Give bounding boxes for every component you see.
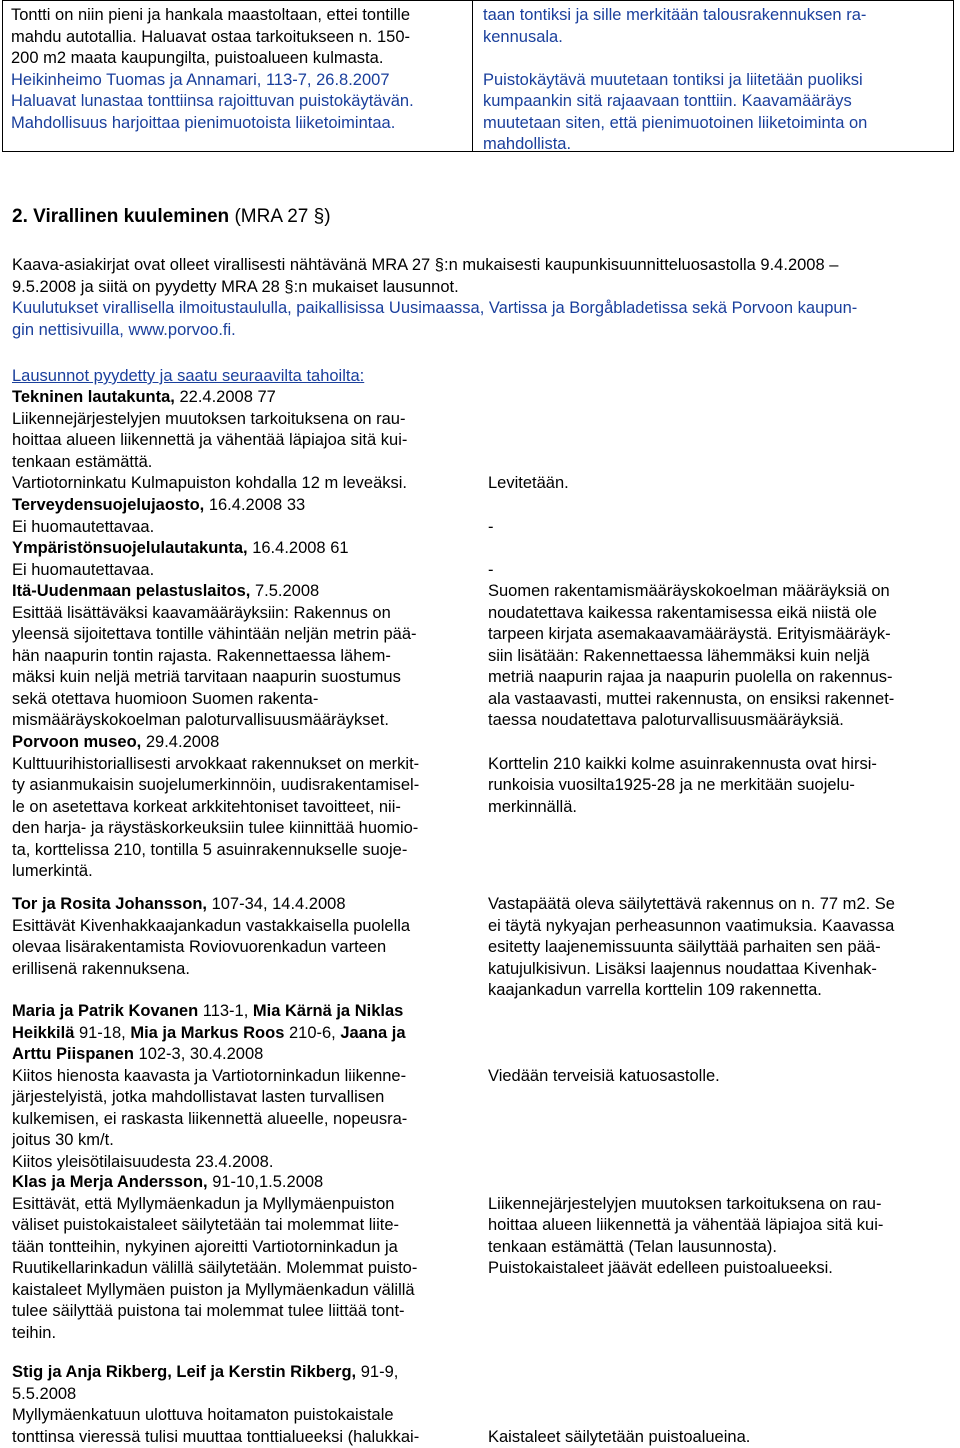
text-line: Viedään terveisiä katuosastolle.: [488, 1066, 958, 1088]
text-line: [488, 1044, 958, 1066]
text-span: ta, korttelissa 210, tontilla 5 asuinrakennukselle suoje-: [12, 841, 407, 859]
text-line: [12, 1301, 488, 1323]
text-line: esitetty laajenemissuunta säilyttää parhaiten sen pää-: [488, 937, 958, 959]
bold-text: Heikkilä: [12, 1024, 74, 1042]
text-line: [12, 1258, 488, 1280]
text-line: runkoisia vuosilta1925-28 ja ne merkitään suojelu-: [488, 775, 958, 797]
text-line: [12, 409, 488, 431]
text-line: [488, 538, 958, 560]
text-line: -: [488, 560, 958, 582]
text-line: [12, 517, 488, 539]
bold-text: Mia Kärnä ja Niklas: [253, 1002, 403, 1020]
text-line: [12, 754, 488, 776]
text-line: muutetaan siten, että pienimuotoinen liiketoiminta on: [483, 113, 945, 135]
text-span: 102-3, 30.4.2008: [134, 1045, 263, 1063]
text-line: [12, 603, 488, 625]
text-span: 91-18,: [74, 1024, 130, 1042]
statement-left: [12, 1001, 488, 1173]
text-span: mismääräyskokoelman paloturvallisuusmääräykset.: [12, 711, 389, 729]
statement-right: [488, 581, 958, 732]
text-line: [12, 646, 488, 668]
text-span: joitus 30 km/t.: [12, 1131, 114, 1149]
text-line: kaajankadun varrella korttelin 109 rakennetta.: [488, 980, 958, 1002]
bold-text: Mia ja Markus Roos: [130, 1024, 284, 1042]
text-line: [12, 1384, 488, 1406]
text-line: Haluavat lunastaa tonttiinsa rajoittuvan puistokäytävän.: [11, 91, 464, 113]
text-line: Heikinheimo Tuomas ja Annamari, 113-7, 26.8.2007: [11, 70, 464, 92]
text-line: siin lisätään: Rakennettaessa lähemmäksi kuin neljä: [488, 646, 958, 668]
text-line: [483, 48, 945, 70]
paragraph: [12, 277, 952, 299]
text-span: le on asetettava korkeat arkkitehtoniset tavoitteet, nii-: [12, 798, 401, 816]
text-span: väliset puistokaistaleet säilytetään tai molemmat liite-: [12, 1216, 399, 1234]
statement-right: [488, 1172, 958, 1344]
text-span: ty asianmukaisin suojelumerkinnöin, uudisrakentamisel-: [12, 776, 419, 794]
text-line: Kaistaleet säilytetään puistoalueina.: [488, 1427, 958, 1448]
statement-row: [12, 1001, 958, 1173]
text-span: 7.5.2008: [250, 582, 319, 600]
text-line: [12, 818, 488, 840]
text-line: [12, 1066, 488, 1088]
statement-right: [488, 1362, 958, 1448]
text-line: metriä naapurin rajaa ja naapurin puolella on rakennus-: [488, 667, 958, 689]
text-span: Ei huomautettavaa.: [12, 518, 154, 536]
text-line: [12, 387, 488, 409]
text-line: [12, 1362, 488, 1384]
text-line: Vastapäätä oleva säilytettävä rakennus on n. 77 m2. Se: [488, 894, 958, 916]
bold-text: Tekninen lautakunta,: [12, 388, 175, 406]
text-line: taan tontiksi ja sille merkitään talousrakennuksen ra-: [483, 5, 945, 27]
text-line: [12, 430, 488, 452]
section-body: [12, 255, 952, 341]
text-span: tonttinsa vieressä tulisi muuttaa tonttialueeksi (halukkai-: [12, 1428, 419, 1446]
text-span: lumerkintä.: [12, 862, 93, 880]
text-line: [12, 1152, 488, 1174]
text-line: ala vastaavasti, muttei rakennusta, on ensiksi rakennet-: [488, 689, 958, 711]
heading-bold: 2. Virallinen kuuleminen: [12, 206, 229, 227]
text-line: [12, 667, 488, 689]
text-span: Ei huomautettavaa.: [12, 561, 154, 579]
text-line: Levitetään.: [488, 473, 958, 495]
text-span: teihin.: [12, 1324, 56, 1342]
text-line: mahdollista.: [483, 134, 945, 156]
text-line: [488, 387, 958, 409]
text-span: 22.4.2008 77: [175, 388, 276, 406]
statement-row: [12, 581, 958, 732]
text-span: Myllymäenkatuun ulottuva hoitamaton puistokaistale: [12, 1406, 394, 1424]
text-line: tenkaan estämättä (Telan lausunnosta).: [488, 1237, 958, 1259]
text-span: kulkemisen, ei raskasta liikennettä alueelle, nopeusra-: [12, 1110, 407, 1128]
text-line: [488, 409, 958, 431]
text-line: [12, 1109, 488, 1131]
text-span: kaistaleet Myllymäen puiston ja Myllymäenkadun välillä: [12, 1281, 415, 1299]
bold-text: Stig ja Anja Rikberg, Leif ja Kerstin Rikberg,: [12, 1363, 356, 1381]
statement-left: [12, 1362, 488, 1448]
text-line: [12, 538, 488, 560]
top-right-cell: [473, 1, 953, 151]
text-span: Liikennejärjestelyjen muutoksen tarkoituksena on rau-: [12, 410, 405, 428]
text-line: kennusala.: [483, 27, 945, 49]
heading-end: ): [324, 206, 330, 227]
text-line: [12, 1323, 488, 1345]
statement-left: [12, 732, 488, 883]
text-line: [12, 1044, 488, 1066]
text-line: [488, 430, 958, 452]
text-line: Liikennejärjestelyjen muutoksen tarkoituksena on rau-: [488, 1194, 958, 1216]
text-line: [12, 1427, 488, 1448]
text-line: [12, 1215, 488, 1237]
text-span: yleensä sijoitettava tontille vähintään neljän metrin pää-: [12, 625, 417, 643]
bold-text: Terveydensuojelujaosto,: [12, 496, 204, 514]
text-line: [488, 1023, 958, 1045]
bold-text: Porvoon museo,: [12, 733, 141, 751]
statement-right: [488, 387, 958, 495]
lausunnot-heading-text: Lausunnot pyydetty ja saatu seuraavilta tahoilta:: [12, 367, 364, 385]
text-line: Puistokäytävä muutetaan tontiksi ja liitetään puoliksi: [483, 70, 945, 92]
heading-plain: (MRA 27: [229, 206, 313, 227]
text-line: [12, 1023, 488, 1045]
paragraph: [12, 255, 952, 277]
statement-left: [12, 1172, 488, 1344]
text-span: Esittää lisättäväksi kaavamääräyksiin: Rakennus on: [12, 604, 391, 622]
text-line: [12, 1130, 488, 1152]
text-span: 29.4.2008: [141, 733, 219, 751]
text-span: 16.4.2008 61: [248, 539, 349, 557]
text-line: [12, 624, 488, 646]
text-span: järjestelyistä, jotka mahdollistavat lasten turvallisen: [12, 1088, 384, 1106]
text-span: 91-10,1.5.2008: [208, 1173, 324, 1191]
statement-row: [12, 538, 958, 581]
statement-right: [488, 732, 958, 883]
text-line: noudatettava kaikessa rakentamisessa eikä niistä ole: [488, 603, 958, 625]
section-sign: §: [435, 256, 444, 274]
statement-right: [488, 495, 958, 538]
section-sign: §: [314, 206, 325, 227]
text-line: [12, 560, 488, 582]
text-line: Mahdollisuus harjoittaa pienimuotoista liiketoimintaa.: [11, 113, 464, 135]
text-span: 210-6,: [284, 1024, 340, 1042]
text-span: :n mukaisesti kaupunkisuunnitteluosastolla 9.4.2008 –: [444, 256, 838, 274]
text-span: erillisenä rakennuksena.: [12, 960, 190, 978]
text-line: [488, 1172, 958, 1194]
text-line: [12, 1087, 488, 1109]
statement-row: [12, 387, 958, 495]
text-span: Kaava-asiakirjat ovat olleet virallisesti nähtävänä MRA 27: [12, 256, 435, 274]
text-line: [12, 710, 488, 732]
top-table: [2, 0, 954, 152]
statement-row: [12, 1362, 958, 1448]
statement-row: [12, 1172, 958, 1344]
text-line: mahdu autotallia. Haluavat ostaa tarkoitukseen n. 150-: [11, 27, 464, 49]
text-line: [12, 959, 488, 981]
text-span: Esittävät, että Myllymäenkadun ja Myllymäenpuiston: [12, 1195, 394, 1213]
statement-row: [12, 495, 958, 538]
text-line: [12, 689, 488, 711]
paragraph: gin nettisivuilla, www.porvoo.fi.: [12, 320, 952, 342]
statement-left: [12, 581, 488, 732]
statement-left: [12, 495, 488, 538]
text-line: [488, 1362, 958, 1384]
bold-text: Klas ja Merja Andersson,: [12, 1173, 208, 1191]
text-line: [12, 473, 488, 495]
statement-right: [488, 894, 958, 1002]
text-line: [488, 1405, 958, 1427]
text-line: [12, 861, 488, 883]
top-left-cell: [3, 1, 473, 151]
bold-text: Arttu Piispanen: [12, 1045, 134, 1063]
text-span: hän naapurin tontin rajasta. Rakennettaessa lähem-: [12, 647, 391, 665]
text-span: Kiitos hienosta kaavasta ja Vartiotorninkadun liikenne-: [12, 1067, 406, 1085]
bold-text: Maria ja Patrik Kovanen: [12, 1002, 198, 1020]
section-sign: §: [284, 278, 293, 296]
text-span: Kiitos yleisötilaisuudesta 23.4.2008.: [12, 1153, 273, 1171]
text-line: -: [488, 517, 958, 539]
text-line: [12, 1280, 488, 1302]
text-line: tarpeen kirjata asemakaavamääräystä. Erityismääräyk-: [488, 624, 958, 646]
text-line: [488, 1384, 958, 1406]
text-line: [12, 495, 488, 517]
text-span: 9.5.2008 ja siitä on pyydetty MRA 28: [12, 278, 284, 296]
lausunnot-heading: [12, 366, 952, 388]
text-line: Korttelin 210 kaikki kolme asuinrakennusta ovat hirsi-: [488, 754, 958, 776]
text-line: [12, 581, 488, 603]
text-line: 200 m2 maata kaupungilta, puistoalueen kulmasta.: [11, 48, 464, 70]
text-span: mäksi kuin neljä metriä tarvitaan naapurin suostumus: [12, 668, 401, 686]
text-line: ei täytä nykyajan perheasunnon vaatimuksia. Kaavassa: [488, 916, 958, 938]
text-span: 5.5.2008: [12, 1385, 76, 1403]
text-line: [488, 732, 958, 754]
statement-left: [12, 387, 488, 495]
text-line: merkinnällä.: [488, 797, 958, 819]
text-span: Kulttuurihistoriallisesti arvokkaat rakennukset on merkit-: [12, 755, 419, 773]
statement-row: [12, 894, 958, 1002]
text-line: Tontti on niin pieni ja hankala maastoltaan, ettei tontille: [11, 5, 464, 27]
text-line: Puistokaistaleet jäävät edelleen puistoalueeksi.: [488, 1258, 958, 1280]
text-line: Suomen rakentamismääräyskokoelman määräyksiä on: [488, 581, 958, 603]
text-line: [488, 1001, 958, 1023]
text-line: taessa noudatettava paloturvallisuusmääräyksiä.: [488, 710, 958, 732]
statement-row: [12, 732, 958, 883]
text-line: [12, 452, 488, 474]
text-line: [488, 495, 958, 517]
text-span: tään tontteihin, nykyinen ajoreitti Vartiotorninkadun ja: [12, 1238, 398, 1256]
bold-text: Ympäristönsuojelulautakunta,: [12, 539, 248, 557]
text-span: :n mukaiset lausunnot.: [294, 278, 459, 296]
text-span: Ruutikellarinkadun välillä säilytetään. Molemmat puisto-: [12, 1259, 417, 1277]
text-span: Esittävät Kivenhakkaajankadun vastakkaisella puolella: [12, 917, 410, 935]
text-span: olevaa lisärakentamista Roviovuorenkadun varteen: [12, 938, 386, 956]
text-line: [12, 894, 488, 916]
text-span: tenkaan estämättä.: [12, 453, 152, 471]
text-line: [12, 1001, 488, 1023]
text-span: 91-9,: [356, 1363, 398, 1381]
statement-right: [488, 538, 958, 581]
text-span: 16.4.2008 33: [204, 496, 305, 514]
text-span: hoittaa alueen liikennettä ja vähentää läpiajoa sitä kui-: [12, 431, 407, 449]
bold-text: Tor ja Rosita Johansson,: [12, 895, 207, 913]
text-span: den harja- ja räystäskorkeuksiin tulee kiinnittää huomio-: [12, 819, 418, 837]
text-span: 107-34, 14.4.2008: [207, 895, 346, 913]
text-line: [12, 1194, 488, 1216]
text-line: [12, 840, 488, 862]
text-line: [488, 452, 958, 474]
bold-text: Jaana ja: [340, 1024, 405, 1042]
bold-text: Itä-Uudenmaan pelastuslaitos,: [12, 582, 250, 600]
statement-left: [12, 538, 488, 581]
text-line: hoittaa alueen liikennettä ja vähentää läpiajoa sitä kui-: [488, 1215, 958, 1237]
text-line: [12, 1237, 488, 1259]
text-span: sekä otettava huomioon Suomen rakenta-: [12, 690, 318, 708]
statement-left: [12, 894, 488, 1002]
text-line: [12, 1172, 488, 1194]
text-line: katujulkisivun. Lisäksi laajennus noudattaa Kivenhak-: [488, 959, 958, 981]
paragraph: Kuulutukset virallisella ilmoitustaululla, paikallisissa Uusimaassa, Vartissa ja Borgåbladetissa sekä Porvoon kaupun-: [12, 298, 952, 320]
text-line: [12, 732, 488, 754]
text-span: 113-1,: [198, 1002, 253, 1020]
statement-right: [488, 1001, 958, 1173]
text-line: [12, 775, 488, 797]
section-heading: [12, 206, 952, 228]
text-line: kumpaankin sitä rajaavaan tonttiin. Kaavamääräys: [483, 91, 945, 113]
text-line: [12, 937, 488, 959]
text-line: [12, 797, 488, 819]
text-span: tulee säilyttää puistona tai molemmat tulee liittää tont-: [12, 1302, 405, 1320]
text-line: [12, 1405, 488, 1427]
text-line: [12, 916, 488, 938]
text-span: Vartiotorninkatu Kulmapuiston kohdalla 12 m leveäksi.: [12, 474, 407, 492]
